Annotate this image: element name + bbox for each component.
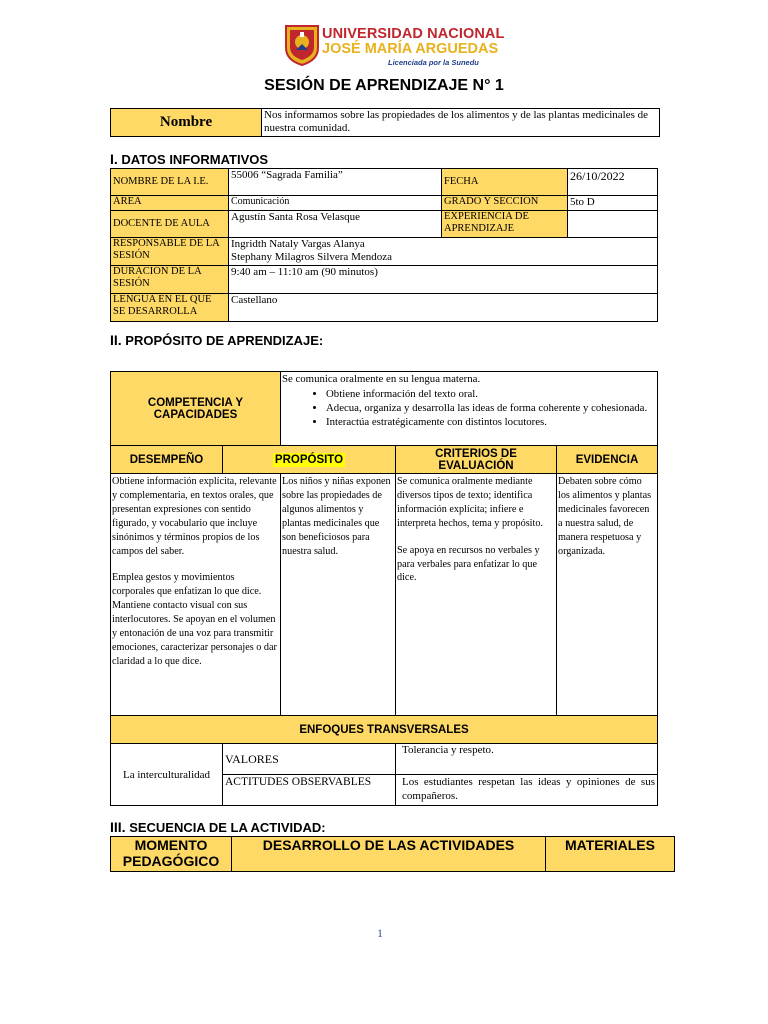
section-1-number: I. bbox=[110, 151, 118, 167]
secuencia-table bbox=[110, 836, 675, 872]
duracion-label: DURACIÓN DE LA SESIÓN bbox=[111, 266, 229, 294]
ie-label: NOMBRE DE LA I.E. bbox=[111, 169, 229, 196]
nombre-table bbox=[110, 108, 660, 137]
criterios-text-1: Se comunica oralmente mediante diversos tipos de texto; identifica información explícita; infiere e interpreta hechos, tema y propósito. bbox=[397, 476, 543, 529]
area-label: ÁREA bbox=[111, 196, 229, 211]
grado-label: GRADO Y SECCIÓN bbox=[442, 196, 568, 211]
university-name-line1: UNIVERSIDAD NACIONAL bbox=[322, 26, 505, 42]
docente-label: DOCENTE DE AULA bbox=[111, 211, 229, 238]
section-2-title: PROPÓSITO DE APRENDIZAJE: bbox=[125, 333, 324, 348]
docente-value: Agustín Santa Rosa Velasque bbox=[229, 211, 442, 238]
valores-value: Tolerancia y respeto. bbox=[396, 744, 658, 775]
actitudes-label: ACTITUDES OBSERVABLES bbox=[223, 775, 396, 806]
experiencia-label: EXPERIENCIA DE APRENDIZAJE bbox=[442, 211, 568, 238]
ie-value: 55006 “Sagrada Familia” bbox=[229, 169, 442, 196]
capacidad-item: • Obtiene información del texto oral. bbox=[326, 387, 656, 401]
area-value: Comunicación bbox=[229, 196, 442, 211]
desempeno-text-2: Emplea gestos y movimientos corporales que enfatizan lo que dice. Mantiene contacto visual con sus interlocutores. Se apoyan en el volumen y entonación de una voz para transmitir emociones, caracterizar personajes o dar claridad a lo que dice. bbox=[112, 572, 277, 667]
experiencia-value bbox=[568, 211, 658, 238]
fecha-value: 26/10/2022 bbox=[568, 169, 658, 196]
section-1-heading bbox=[110, 151, 268, 167]
duracion-value: 9:40 am – 11:10 am (90 minutos) bbox=[229, 266, 658, 294]
proposito-cell: Los niños y niñas exponen sobre las propiedades de algunos alimentos y plantas medicinales que son beneficiosos para nuestra salud. bbox=[281, 474, 396, 716]
enfoques-header: ENFOQUES TRANSVERSALES bbox=[111, 716, 658, 744]
desempeno-cell bbox=[111, 474, 281, 716]
lengua-value: Castellano bbox=[229, 294, 658, 322]
nombre-label: Nombre bbox=[111, 109, 262, 137]
desempeno-text-1: Obtiene información explícita, relevante y complementaria, en textos orales, que presentan expresiones con sentido figurado, y vocabulario que incluye sinónimos y términos propios de los campos del saber. bbox=[112, 476, 277, 557]
university-tagline: Licenciada por la Sunedu bbox=[388, 58, 479, 67]
fecha-label: FECHA bbox=[442, 169, 568, 196]
capacidades-list bbox=[282, 387, 656, 429]
grado-value: 5to D bbox=[568, 196, 658, 211]
competencia-label: COMPETENCIA Y CAPACIDADES bbox=[111, 372, 281, 446]
criterios-text-2: Se apoya en recursos no verbales y para verbales para enfatizar lo que dice. bbox=[397, 544, 540, 584]
section-2-heading bbox=[110, 332, 323, 348]
section-3-heading bbox=[110, 819, 326, 835]
valores-label: VALORES bbox=[223, 744, 396, 775]
university-name-line2: JOSÉ MARÍA ARGUEDAS bbox=[322, 41, 499, 57]
desarrollo-header: DESARROLLO DE LAS ACTIVIDADES bbox=[232, 837, 546, 872]
datos-informativos-table bbox=[110, 168, 658, 322]
evidencia-header: EVIDENCIA bbox=[557, 446, 658, 474]
momento-header: MOMENTO PEDAGÓGICO bbox=[111, 837, 232, 872]
section-2-number: II. bbox=[110, 332, 122, 348]
lengua-label: LENGUA EN EL QUE SE DESARROLLA bbox=[111, 294, 229, 322]
enfoque-name: La interculturalidad bbox=[111, 744, 223, 806]
criterios-header: CRITERIOS DE EVALUACIÓN bbox=[396, 446, 557, 474]
nombre-value: Nos informamos sobre las propiedades de los alimentos y de las plantas medicinales de nuestra comunidad. bbox=[262, 109, 660, 137]
page-number: 1 bbox=[377, 926, 383, 940]
desempeno-header: DESEMPEÑO bbox=[111, 446, 223, 474]
responsable-name-2: Stephany Milagros Silvera Mendoza bbox=[231, 251, 392, 263]
responsable-label: RESPONSABLE DE LA SESIÓN bbox=[111, 238, 229, 266]
university-seal-icon bbox=[284, 24, 320, 66]
actitudes-value: Los estudiantes respetan las ideas y opiniones de sus compañeros. bbox=[396, 775, 658, 806]
criterios-cell bbox=[396, 474, 557, 716]
responsable-name-1: Ingridth Nataly Vargas Alanya bbox=[231, 238, 365, 250]
capacidad-item: • Adecua, organiza y desarrolla las ideas de forma coherente y cohesionada. bbox=[326, 401, 656, 415]
proposito-table bbox=[110, 371, 658, 806]
capacidad-item: • Interactúa estratégicamente con distintos locutores. bbox=[326, 415, 656, 429]
responsable-value bbox=[229, 238, 658, 266]
materiales-header: MATERIALES bbox=[546, 837, 675, 872]
competencia-intro: Se comunica oralmente en su lengua materna. bbox=[282, 373, 481, 385]
competencia-cell bbox=[281, 372, 658, 446]
section-3-number: III. bbox=[110, 819, 126, 835]
proposito-header bbox=[223, 446, 396, 474]
proposito-header-label: PROPÓSITO bbox=[274, 453, 344, 466]
page-title: SESIÓN DE APRENDIZAJE N° 1 bbox=[264, 77, 504, 94]
section-3-title: SECUENCIA DE LA ACTIVIDAD: bbox=[129, 820, 326, 835]
section-1-title: DATOS INFORMATIVOS bbox=[121, 152, 269, 167]
evidencia-cell: Debaten sobre cómo los alimentos y plantas medicinales favorecen a nuestra salud, de manera respetuosa y organizada. bbox=[557, 474, 658, 716]
